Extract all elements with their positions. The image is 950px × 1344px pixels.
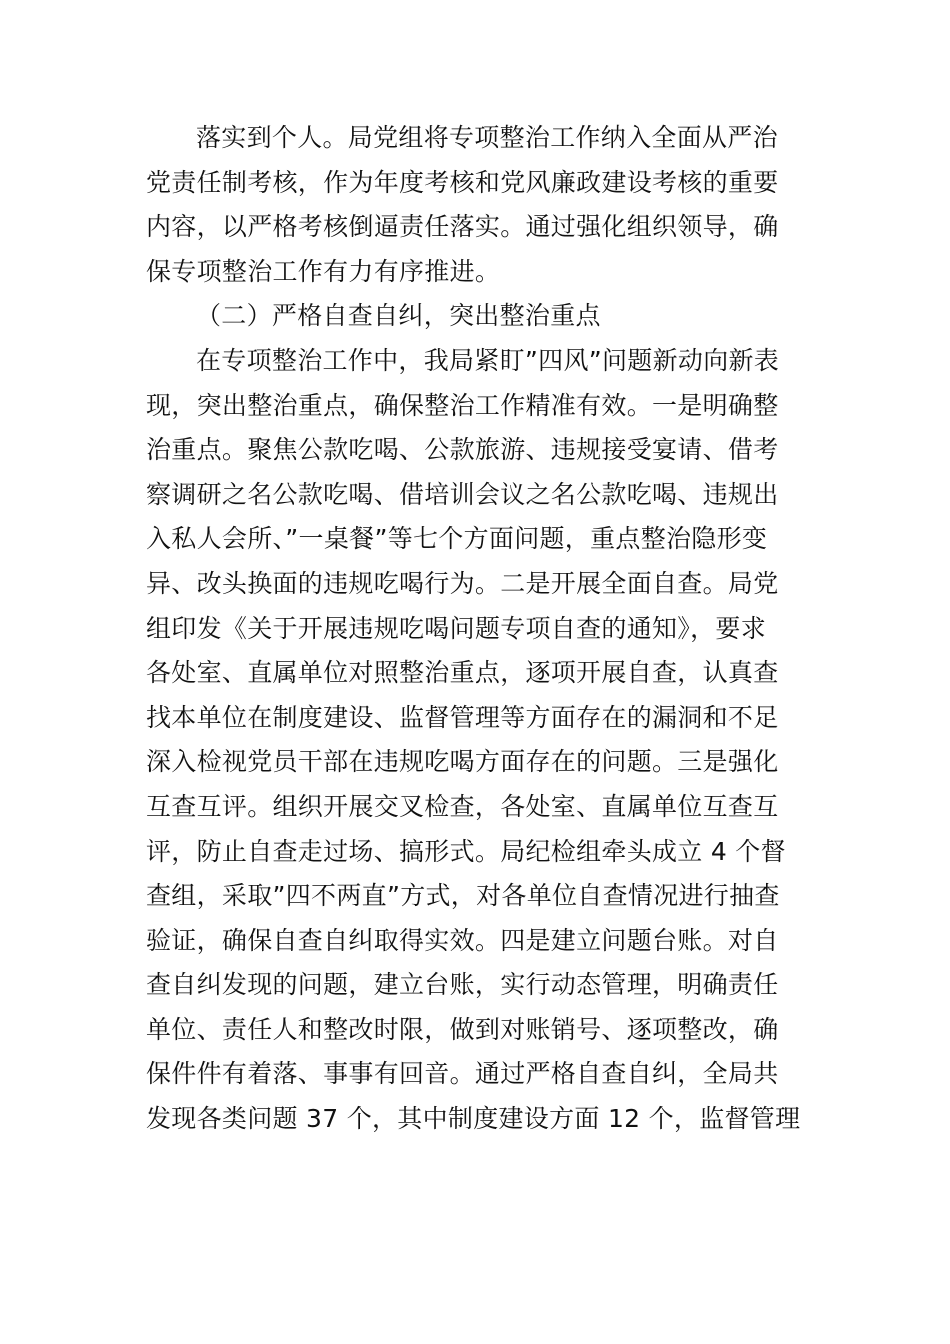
section-heading: （二）严格自查自纠，突出整治重点 [196, 301, 601, 331]
text-line: 保件件有着落、事事有回音。通过严格自查自纠，全局共 [146, 1059, 779, 1089]
text-line: 现，突出整治重点，确保整治工作精准有效。一是明确整 [146, 390, 779, 420]
text-line: 保专项整治工作有力有序推进。 [146, 256, 501, 286]
text-line: 异、改头换面的违规吃喝行为。二是开展全面自查。局党 [146, 568, 779, 598]
text-line: 党责任制考核，作为年度考核和党风廉政建设考核的重要 [146, 167, 779, 197]
text-line: 在专项整治工作中，我局紧盯”四风”问题新动向新表 [196, 345, 780, 375]
text-line: 治重点。聚焦公款吃喝、公款旅游、违规接受宴请、借考 [146, 435, 779, 465]
text-line: 入私人会所、”一桌餐”等七个方面问题，重点整治隐形变 [146, 524, 768, 554]
text-line: 察调研之名公款吃喝、借培训会议之名公款吃喝、违规出 [146, 479, 779, 509]
text-line: 落实到个人。局党组将专项整治工作纳入全面从严治 [196, 123, 778, 152]
text-line: 单位、责任人和整改时限，做到对账销号、逐项整改，确 [146, 1014, 779, 1044]
text-line: 发现各类问题 37 个，其中制度建设方面 12 个，监督管理 [146, 1104, 801, 1134]
text-line: 评，防止自查走过场、搞形式。局纪检组牵头成立 4 个督 [146, 836, 786, 866]
text-line: 查组，采取”四不两直”方式，对各单位自查情况进行抽查 [146, 881, 780, 911]
text-line: 深入检视党员干部在违规吃喝方面存在的问题。三是强化 [146, 747, 779, 777]
text-line: 互查互评。组织开展交叉检查，各处室、直属单位互查互 [146, 791, 779, 821]
text-line: 内容，以严格考核倒逼责任落实。通过强化组织领导，确 [146, 212, 779, 242]
text-line: 组印发《关于开展违规吃喝问题专项自查的通知》，要求 [146, 613, 767, 643]
text-line: 各处室、直属单位对照整治重点，逐项开展自查，认真查 [146, 658, 779, 688]
text-line: 查自纠发现的问题，建立台账，实行动态管理，明确责任 [146, 970, 779, 1000]
text-line: 验证，确保自查自纠取得实效。四是建立问题台账。对自 [146, 925, 779, 955]
body-text [146, 116, 810, 1142]
text-line: 找本单位在制度建设、监督管理等方面存在的漏洞和不足 [146, 702, 779, 732]
